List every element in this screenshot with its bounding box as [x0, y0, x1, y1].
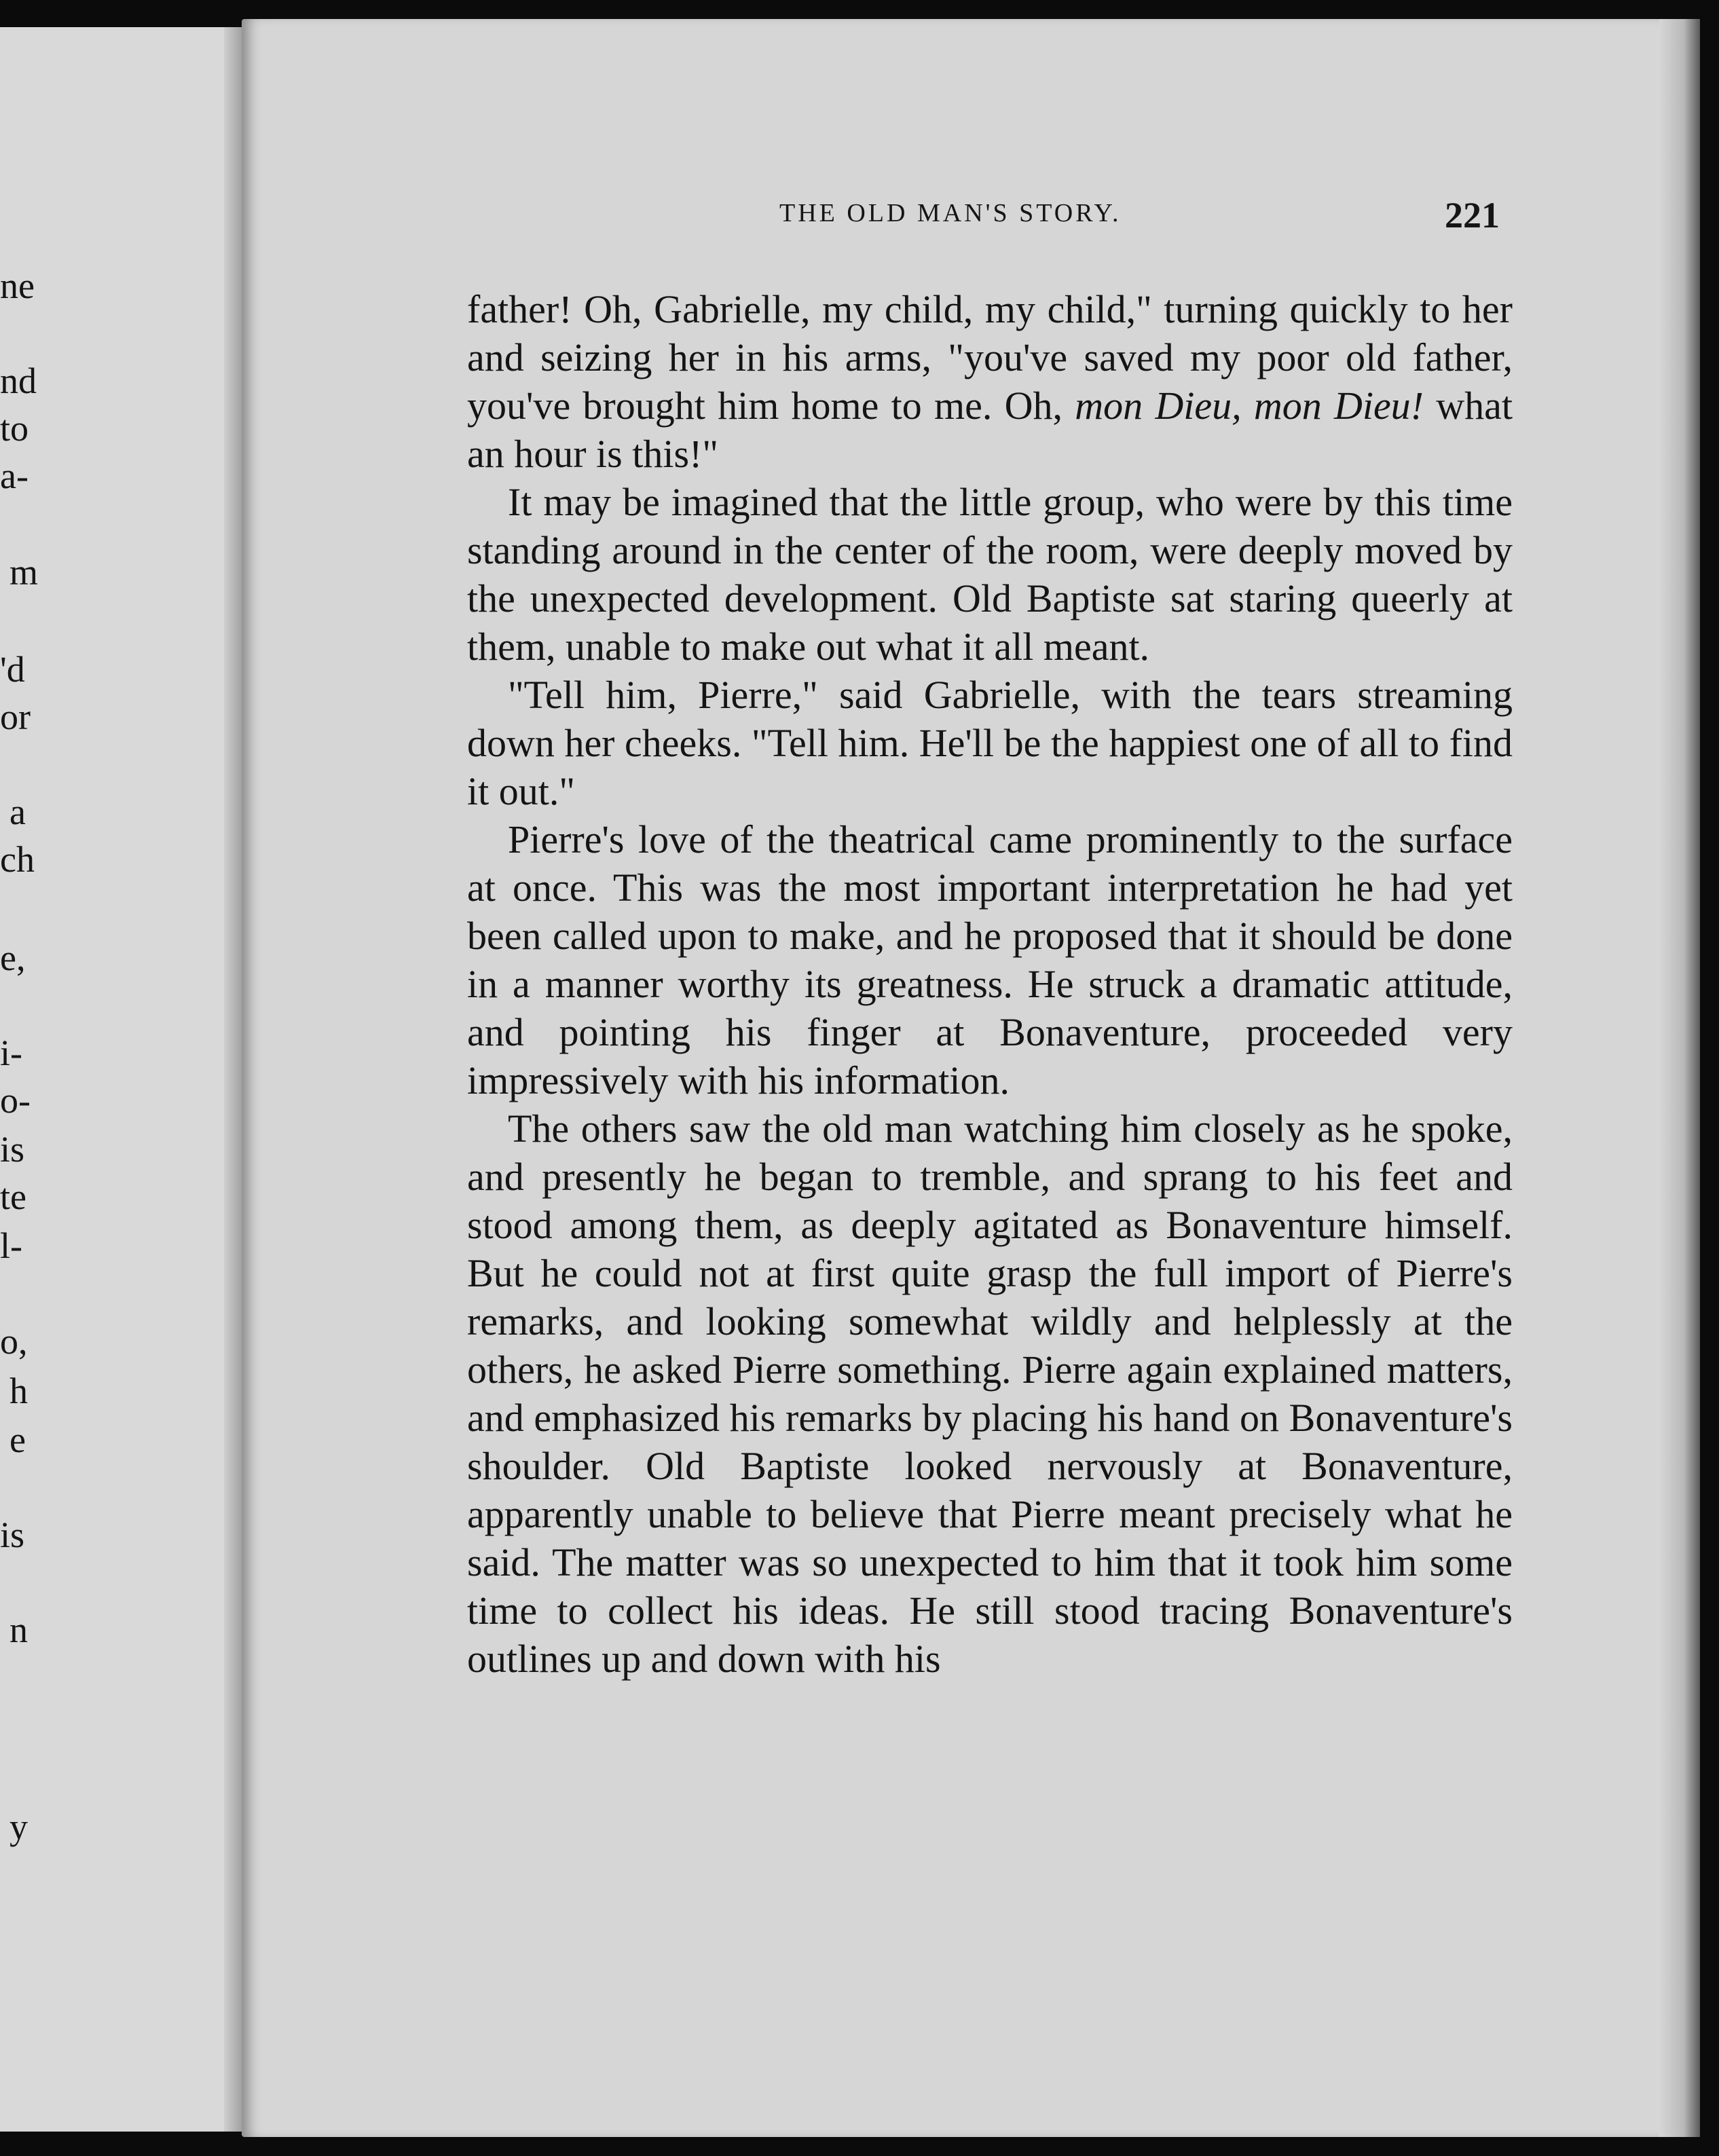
- facing-page-fragment: te: [0, 1176, 26, 1217]
- text-run: It may be imagined that the little group, who were by this time standing around in the center of the room, were deeply moved by the unexpected development. Old Baptiste sat staring queerly at them, unable to make out what it all meant.: [467, 480, 1513, 669]
- facing-page-fragment: is: [0, 1129, 25, 1170]
- facing-page-fragment: or: [0, 696, 31, 737]
- page-edge: [1659, 19, 1700, 2137]
- text-run: The others saw the old man watching him closely as he spoke, and presently he began to tremble, and sprang to his feet and stood among them, as deeply agitated as Bonaventure himself. But he could not at first quite grasp the full import of Pierre's remarks, and looking somewhat wildly and helplessly at the others, he asked Pierre something. Pierre again explained matters, and emphasized his remarks by placing his hand on Bonaventure's shoulder. Old Baptiste looked nervously at Bonaventure, apparently unable to believe that Pierre meant precisely what he said. The matter was so unexpected to him that it took him some time to collect his ideas. He still stood tracing Bonaventure's outlines up and down with his: [467, 1107, 1513, 1681]
- facing-page-fragment: e: [10, 1419, 26, 1460]
- paragraph: [467, 1104, 1513, 1683]
- paragraph: [467, 478, 1513, 671]
- facing-page-fragment: nd: [0, 360, 37, 401]
- body-text: [467, 285, 1513, 1683]
- text-run: "Tell him, Pierre," said Gabrielle, with the tears streaming down her cheeks. "Tell him. He'll be the happiest one of all to find it out.": [467, 673, 1513, 813]
- facing-page-fragment: y: [10, 1806, 28, 1847]
- facing-page-fragment: a-: [0, 456, 29, 496]
- facing-page-fragment: ne: [0, 265, 35, 306]
- running-head: THE OLD MAN'S STORY.: [779, 199, 1122, 227]
- facing-page-fragment: l-: [0, 1225, 22, 1266]
- facing-page-fragment: o-: [0, 1080, 31, 1121]
- paragraph: [467, 671, 1513, 815]
- paragraph: [467, 815, 1513, 1104]
- facing-page: [0, 27, 238, 2132]
- facing-page-fragment: i-: [0, 1033, 22, 1073]
- facing-page-fragment: a: [10, 792, 26, 832]
- facing-page-fragment: 'd: [0, 649, 25, 690]
- italic-phrase: mon Dieu, mon Dieu!: [1075, 384, 1424, 428]
- facing-page-fragment: o,: [0, 1321, 28, 1362]
- facing-page-fragment: h: [10, 1371, 28, 1411]
- facing-page-fragment: to: [0, 408, 29, 449]
- page-number: 221: [1445, 195, 1500, 236]
- text-run: what an hour is this!": [467, 384, 1513, 476]
- facing-page-fragment: m: [10, 552, 39, 593]
- paragraph: [467, 285, 1513, 478]
- text-run: Pierre's love of the theatrical came prominently to the surface at once. This was the most important interpretation he had yet been called upon to make, and he proposed that it should be done in a manner worthy its greatness. He struck a dramatic attitude, and pointing his finger at Bonaventure, proceeded very impressively with his information.: [467, 817, 1513, 1102]
- facing-page-fragment: is: [0, 1514, 25, 1555]
- facing-page-fragment: ch: [0, 839, 35, 880]
- text-run: father! Oh, Gabrielle, my child, my child," turning quickly to her and seizing her in his arms, "you've saved my poor old father, you've brought him home to me. Oh,: [467, 287, 1513, 428]
- facing-page-fragment: e,: [0, 937, 26, 978]
- facing-page-fragment: n: [10, 1610, 28, 1650]
